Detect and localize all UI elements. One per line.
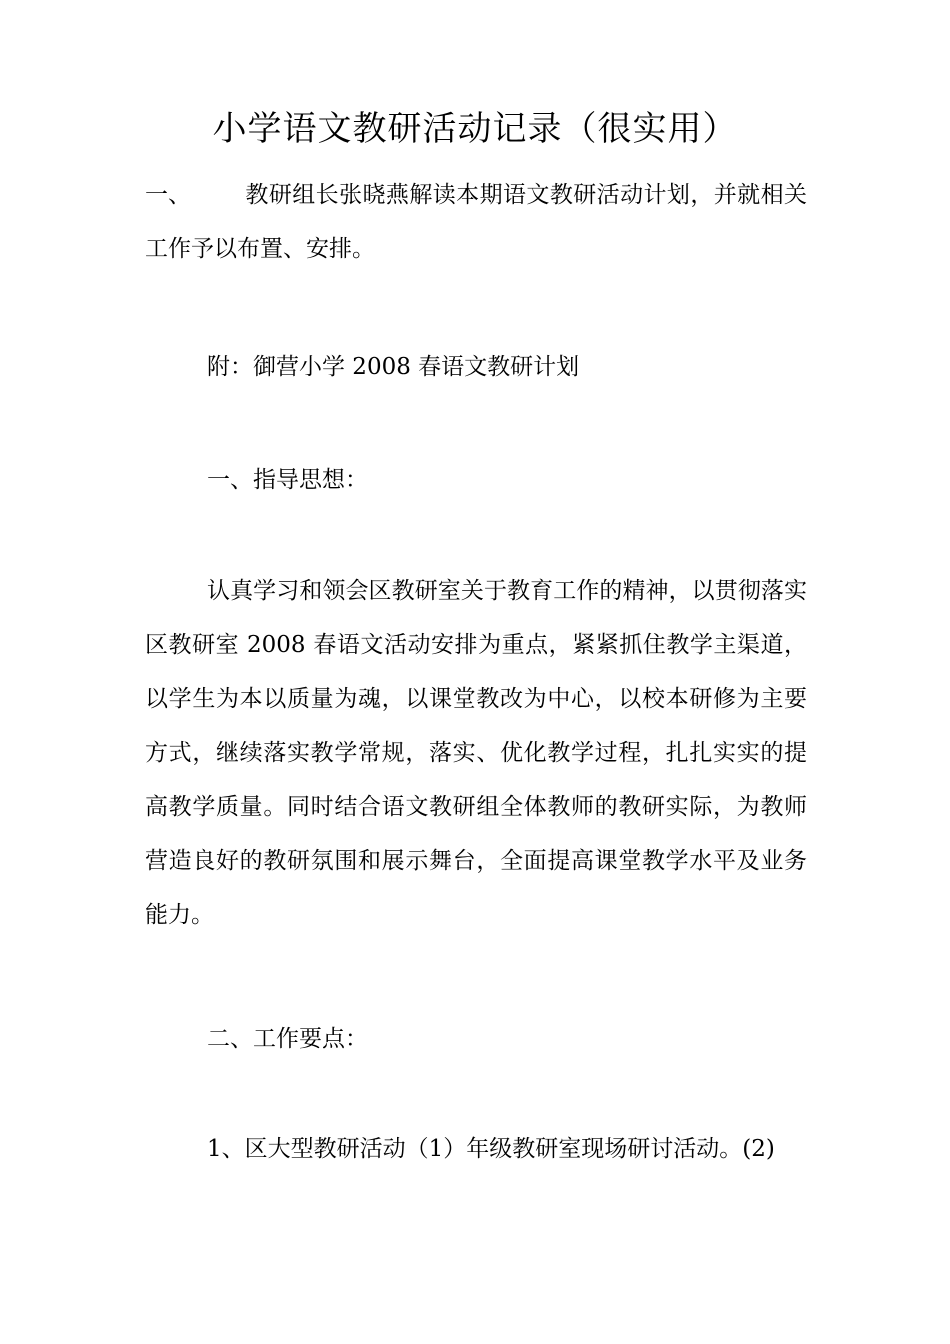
document-title: 小学语文教研活动记录（很实用） [212,109,738,149]
attachment-line: 附：御营小学 2008 春语文教研计划 [207,354,580,380]
section-1-text: 教研组长张晓燕解读本期语文教研活动计划，并就相关工作予以布置、安排。 [145,182,807,262]
heading-work-points: 二、工作要点： [207,1026,368,1052]
section-1-number: 一、 [145,182,191,208]
heading-guiding-ideology: 一、指导思想： [207,467,368,493]
guiding-ideology-paragraph: 认真学习和领会区教研室关于教育工作的精神，以贯彻落实区教研室 2008 春语文活动安排为重点，紧紧抓住教学主渠道，以学生为本以质量为魂，以课堂教改为中心，以校本研修为主要方式，继续落实教学常规，落实、优化教学过程，扎扎实实的提高教学质量。同时结合语文教研组全体教师的教研实际，为教师营造良好的教研氛围和展示舞台，全面提高课堂教学水平及业务能力。 [145,578,807,928]
section-1-paragraph [145,168,807,276]
work-point-1: 1、区大型教研活动（1）年级教研室现场研讨活动。(2) [207,1136,775,1162]
